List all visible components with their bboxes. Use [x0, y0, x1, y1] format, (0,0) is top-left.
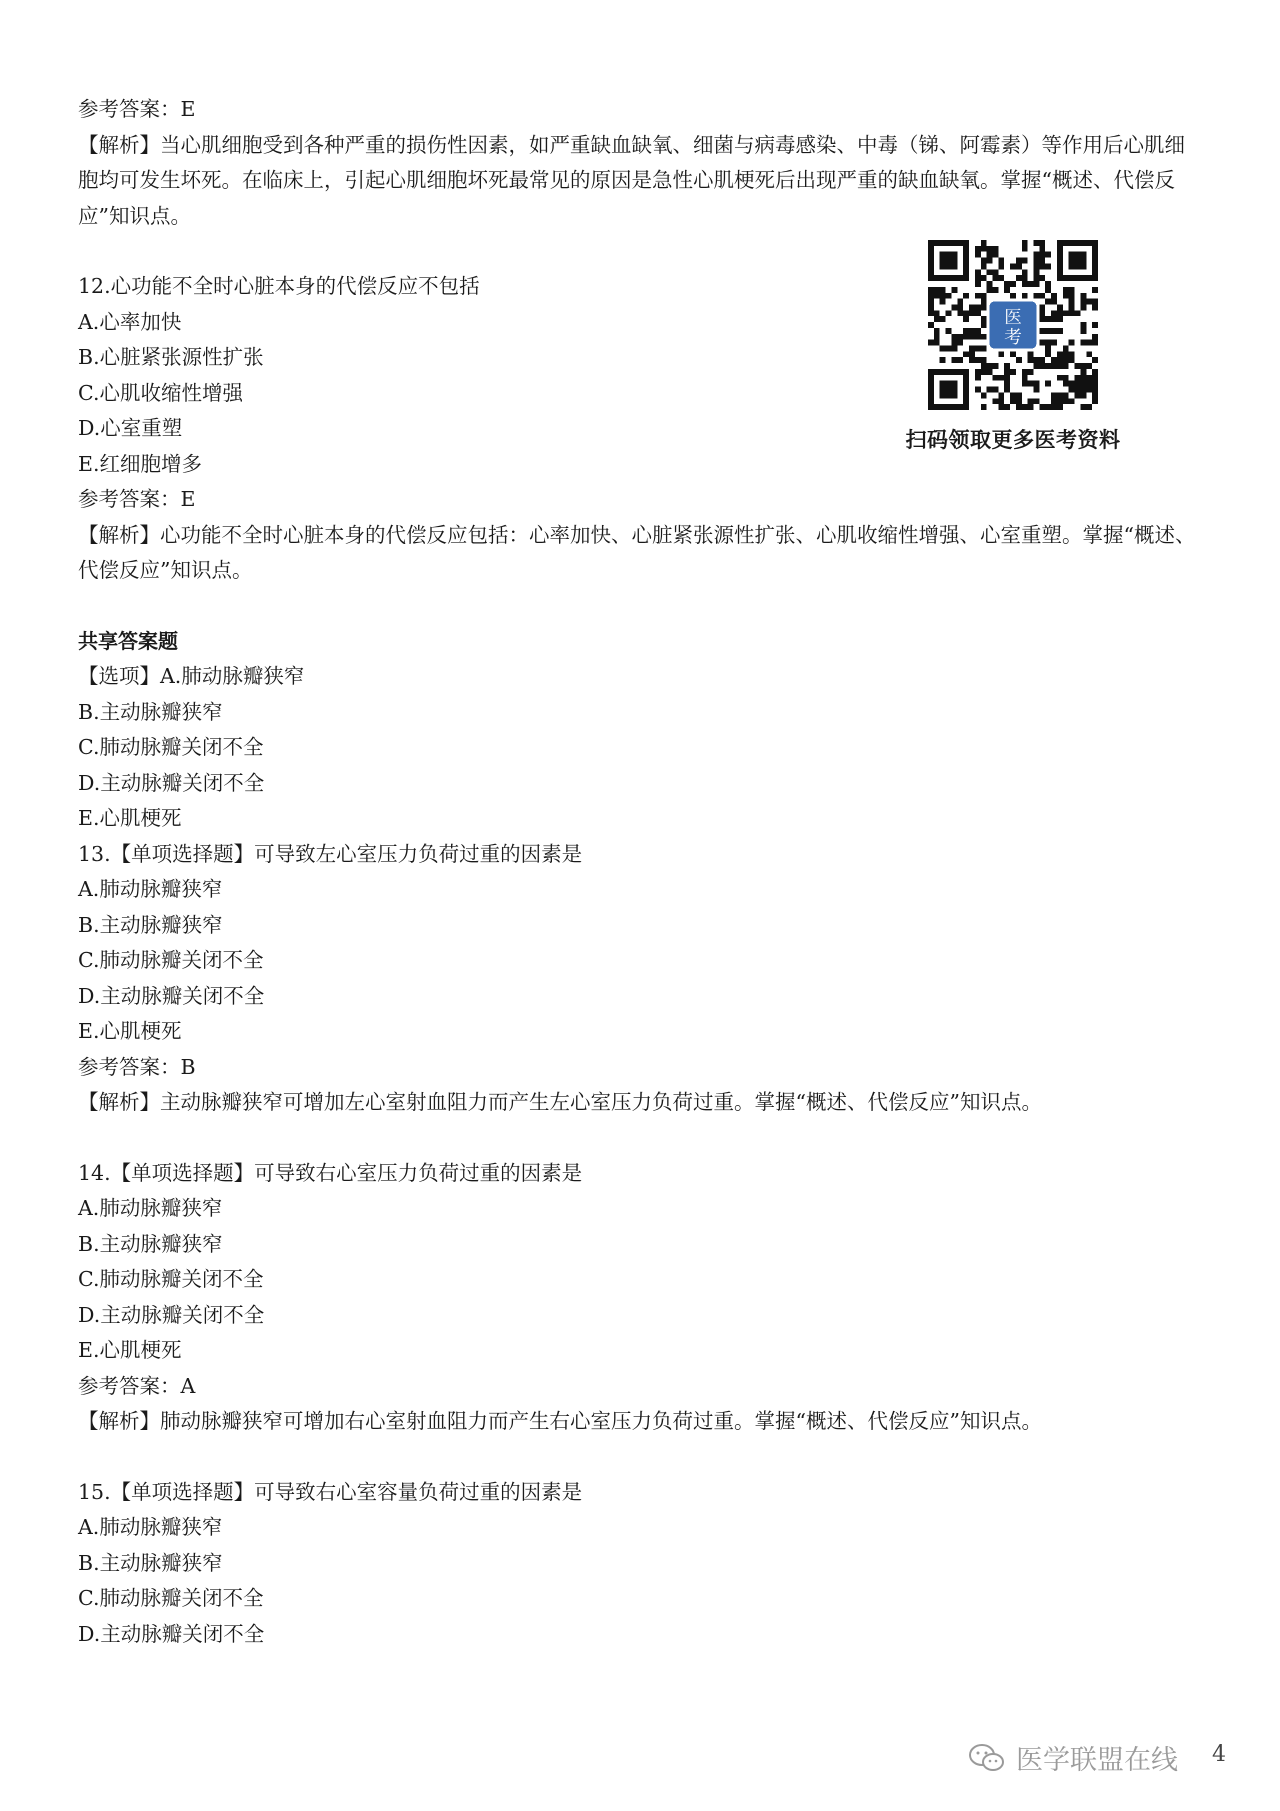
page-number: 4	[1212, 1742, 1226, 1767]
q15-option-c: C.肺动脉瓣关闭不全	[78, 1586, 264, 1610]
q12-analysis: 【解析】心功能不全时心脏本身的代偿反应包括：心率加快、心脏紧张源性扩张、心肌收缩性增强、心室重塑。掌握“概述、代偿反应”知识点。	[78, 522, 1196, 582]
q12-option-c: C.心肌收缩性增强	[78, 380, 243, 405]
q13-option-b: B.主动脉瓣狭窄	[78, 912, 223, 937]
shared-option-c: C.肺动脉瓣关闭不全	[78, 735, 264, 759]
q14-question: 14.【单项选择题】可导致右心室压力负荷过重的因素是	[78, 1160, 583, 1185]
q13-question: 13.【单项选择题】可导致左心室压力负荷过重的因素是	[78, 841, 583, 866]
q15-option-b: B.主动脉瓣狭窄	[78, 1550, 223, 1575]
q11-answer: 参考答案：E	[78, 97, 196, 121]
q12-question: 12.心功能不全时心脏本身的代偿反应不包括	[78, 274, 480, 298]
watermark-text: 医学联盟在线	[1016, 1745, 1178, 1776]
q13-option-a: A.肺动脉瓣狭窄	[78, 877, 223, 901]
shared-option-a: 【选项】A.肺动脉瓣狭窄	[78, 664, 305, 688]
q11-analysis: 【解析】当心肌细胞受到各种严重的损伤性因素，如严重缺血缺氧、细菌与病毒感染、中毒（锑、阿霉素）等作用后心肌细胞均可发生坏死。在临床上，引起心肌细胞坏死最常见的原因是急性心肌梗死后出现严重的缺血缺氧。掌握“概述、代偿反应”知识点。	[78, 132, 1185, 228]
q14-option-a: A.肺动脉瓣狭窄	[78, 1196, 223, 1220]
q12-option-b: B.心脏紧张源性扩张	[78, 345, 264, 369]
qr-code-icon	[928, 240, 1098, 410]
q14-option-e: E.心肌梗死	[78, 1338, 182, 1362]
shared-heading: 共享答案题	[78, 628, 178, 653]
q13-answer: 参考答案：B	[78, 1054, 196, 1079]
q13-option-c: C.肺动脉瓣关闭不全	[78, 948, 264, 972]
q12-option-d: D.心室重塑	[78, 416, 183, 440]
qr-caption: 扫码领取更多医考资料	[905, 428, 1121, 452]
wechat-icon	[968, 1742, 1006, 1774]
q14-analysis: 【解析】肺动脉瓣狭窄可增加右心室射血阻力而产生右心室压力负荷过重。掌握“概述、代偿反应”知识点。	[78, 1409, 1042, 1433]
qr-code-block	[888, 240, 1138, 454]
q14-option-c: C.肺动脉瓣关闭不全	[78, 1267, 264, 1291]
svg-text:医: 医	[1004, 308, 1022, 329]
shared-option-d: D.主动脉瓣关闭不全	[78, 770, 265, 795]
q12-option-e: E.红细胞增多	[78, 451, 202, 476]
q13-option-e: E.心肌梗死	[78, 1019, 182, 1043]
q14-option-b: B.主动脉瓣狭窄	[78, 1231, 223, 1256]
svg-text:考: 考	[1004, 328, 1022, 349]
shared-option-b: B.主动脉瓣狭窄	[78, 699, 223, 724]
watermark	[968, 1738, 1178, 1777]
q13-analysis: 【解析】主动脉瓣狭窄可增加左心室射血阻力而产生左心室压力负荷过重。掌握“概述、代偿反应”知识点。	[78, 1090, 1042, 1114]
q14-option-d: D.主动脉瓣关闭不全	[78, 1302, 265, 1327]
q15-option-a: A.肺动脉瓣狭窄	[78, 1515, 223, 1539]
q12-option-a: A.心率加快	[78, 309, 182, 334]
q15-question: 15.【单项选择题】可导致右心室容量负荷过重的因素是	[78, 1479, 583, 1504]
q13-option-d: D.主动脉瓣关闭不全	[78, 983, 265, 1008]
shared-option-e: E.心肌梗死	[78, 806, 182, 830]
q15-option-d: D.主动脉瓣关闭不全	[78, 1621, 265, 1646]
q12-answer: 参考答案：E	[78, 487, 196, 511]
q14-answer: 参考答案：A	[78, 1373, 196, 1398]
